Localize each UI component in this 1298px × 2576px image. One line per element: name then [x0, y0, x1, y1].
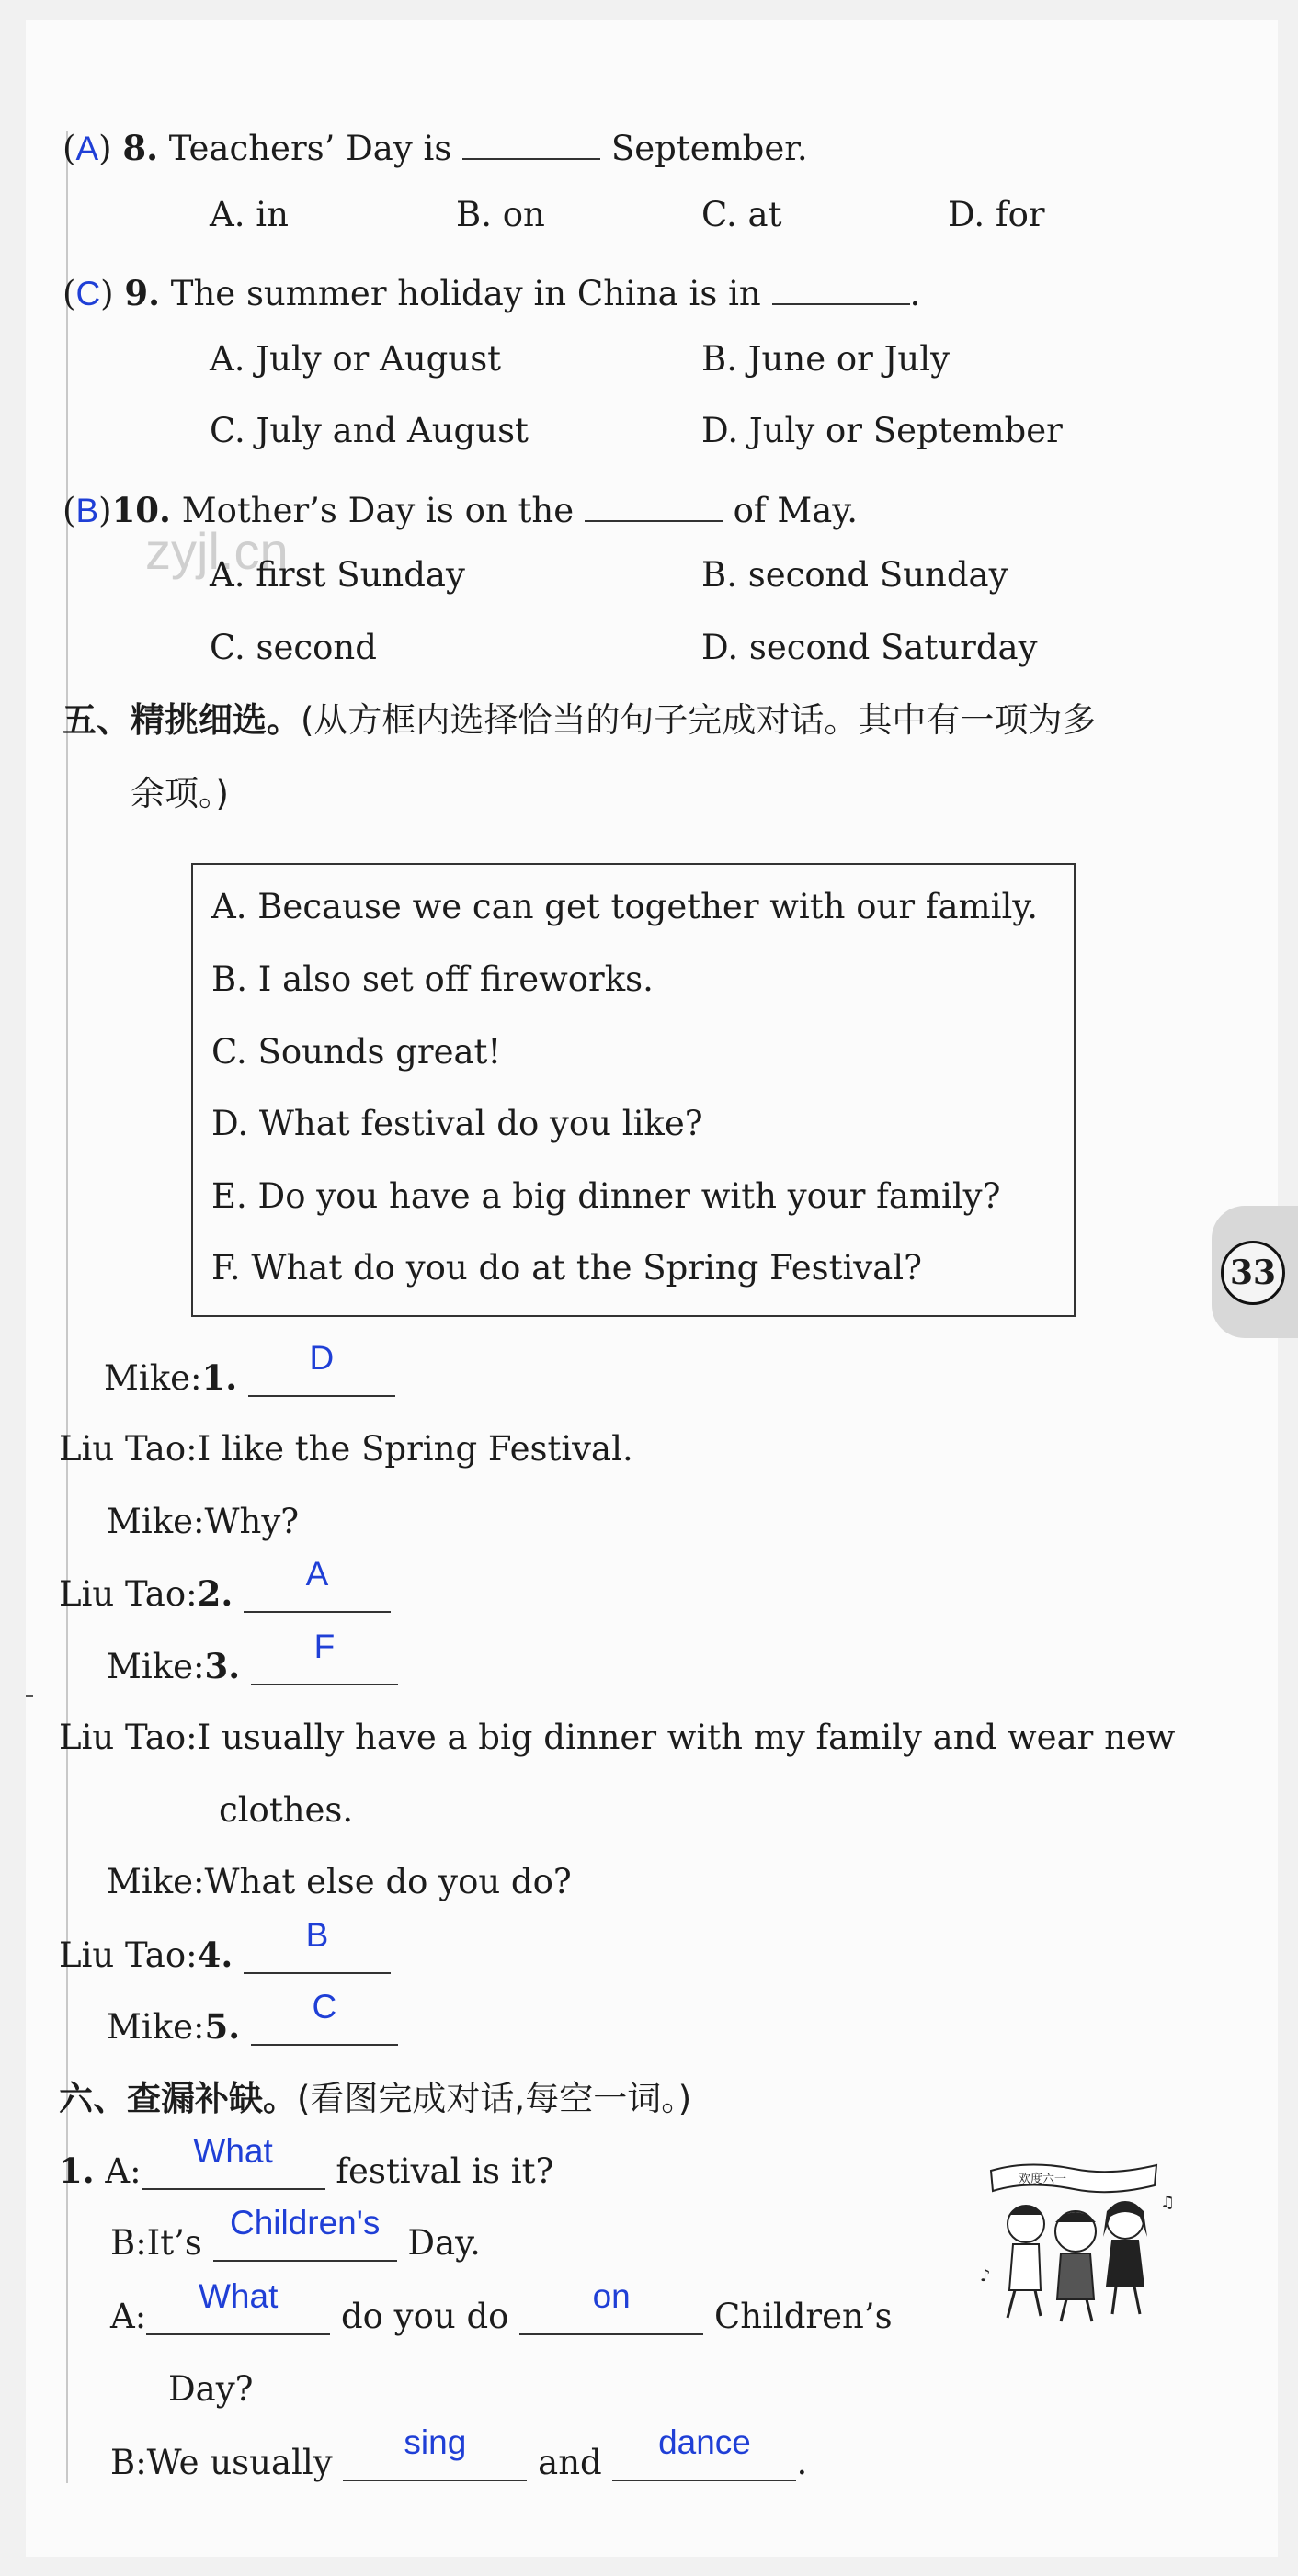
mc-question-8: (A) 8. Teachers’ Day is September. — [63, 121, 808, 169]
box-option-a: A. Because we can get together with our family. — [211, 887, 1039, 926]
section-5-heading: 五、精挑细选。(从方框内选择恰当的句子完成对话。其中有一项为多 — [63, 700, 1097, 740]
option: D. for — [948, 195, 1045, 234]
blank — [772, 267, 910, 305]
dialogue-line-6-cont: clothes. — [219, 1790, 354, 1830]
s6-blank-2: Children's — [213, 2223, 397, 2262]
dialogue-line-2: Liu Tao:I like the Spring Festival. — [59, 1429, 633, 1469]
s6-blank-3: What — [146, 2297, 330, 2335]
answer-9: C — [75, 275, 101, 312]
dialogue-line-9: Mike:5. C — [107, 2006, 398, 2048]
dialogue-line-6: Liu Tao:I usually have a big dinner with my family and wear new — [59, 1718, 1176, 1757]
dialogue-line-3: Mike:Why? — [107, 1502, 300, 1541]
section-6-heading: 六、查漏补缺。(看图完成对话,每空一词。) — [59, 2079, 692, 2118]
box-option-d: D. What festival do you like? — [211, 1104, 703, 1143]
option: C. July and August — [210, 411, 529, 450]
page-tab — [1212, 1206, 1298, 1338]
margin-tick — [26, 1695, 33, 1697]
svg-text:♫: ♫ — [1160, 2193, 1176, 2212]
option: D. second Saturday — [701, 628, 1038, 667]
box-option-b: B. I also set off fireworks. — [211, 959, 654, 999]
mc-question-10: (B)10. Mother’s Day is on the of May. — [63, 483, 858, 531]
box-option-c: C. Sounds great! — [211, 1032, 502, 1072]
option: A. first Sunday — [210, 555, 465, 595]
worksheet-page — [26, 20, 1278, 2557]
dialogue-line-1: Mike:1. D — [104, 1357, 395, 1399]
blank — [585, 483, 723, 522]
option: A. July or August — [210, 339, 502, 379]
svg-text:♪: ♪ — [980, 2266, 991, 2286]
s6-blank-4: on — [519, 2297, 703, 2335]
s6-line-5: B:We usually sing and dance. — [110, 2423, 808, 2482]
box-option-e: E. Do you have a big dinner with your family? — [211, 1176, 1001, 1216]
answer-10: B — [75, 492, 99, 529]
mc-question-9: (C) 9. The summer holiday in China is in . — [63, 267, 920, 314]
blank-2: A — [244, 1574, 391, 1613]
option: C. at — [701, 195, 782, 234]
s6-blank-6: dance — [612, 2443, 796, 2481]
s6-line-4: Day? — [168, 2369, 254, 2409]
option: C. second — [210, 628, 377, 667]
dialogue-line-8: Liu Tao:4. B — [59, 1935, 391, 1976]
s6-blank-1: What — [142, 2151, 325, 2190]
section-5-instruction-cont: 余项。) — [131, 774, 229, 813]
page-number: 33 — [1221, 1241, 1285, 1305]
s6-line-1: 1. A:What festival is it? — [59, 2132, 554, 2191]
option: B. June or July — [701, 339, 950, 379]
dialogue-line-4: Liu Tao:2. A — [59, 1573, 391, 1615]
option: A. in — [210, 195, 289, 234]
watermark: zyjl.cn — [145, 522, 289, 580]
childrens-day-illustration — [973, 2152, 1184, 2327]
box-option-f: F. What do you do at the Spring Festival? — [211, 1248, 922, 1288]
s6-line-2: B:It’s Children's Day. — [110, 2204, 481, 2263]
blank — [462, 121, 600, 160]
s6-line-3: A:What do you do on Children’s — [110, 2277, 893, 2336]
blank-3: F — [251, 1647, 398, 1685]
answer-8: A — [75, 130, 99, 167]
blank-1: D — [248, 1358, 395, 1397]
s6-blank-5: sing — [343, 2443, 527, 2481]
option: D. July or September — [701, 411, 1063, 450]
dialogue-line-5: Mike:3. F — [107, 1646, 398, 1687]
option: B. on — [456, 195, 545, 234]
dialogue-line-7: Mike:What else do you do? — [107, 1862, 572, 1901]
option: B. second Sunday — [701, 555, 1008, 595]
banner-text: 欢度六一 — [1019, 2173, 1067, 2186]
blank-5: C — [251, 2007, 398, 2046]
blank-4: B — [244, 1935, 391, 1974]
options-box — [191, 863, 1076, 1317]
